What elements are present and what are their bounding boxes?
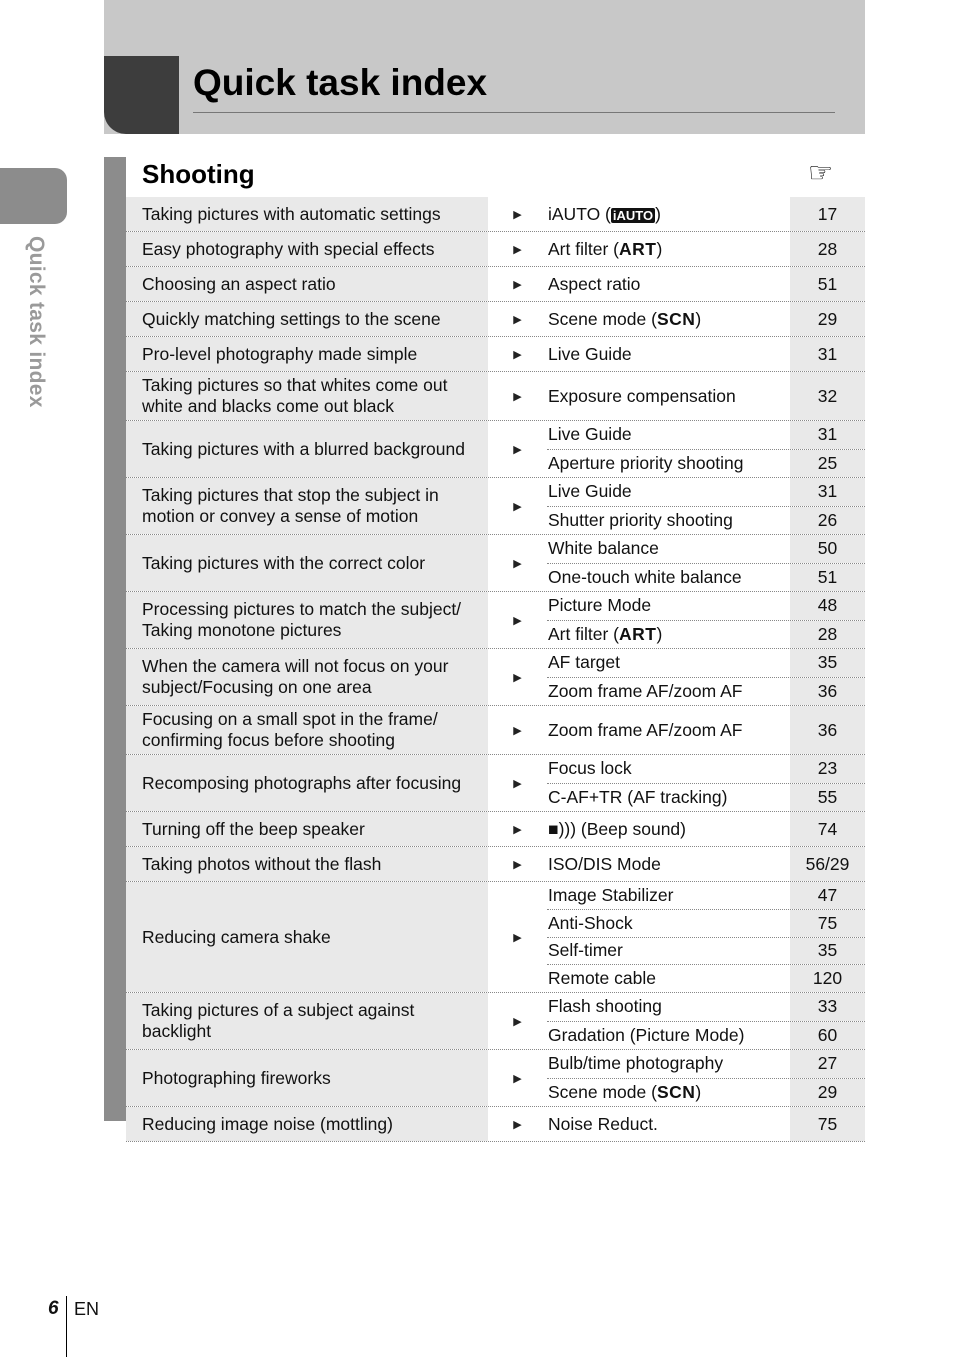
reference-entry [547,1050,865,1078]
feature-name [547,481,790,502]
reference-entry [547,812,865,846]
task-description: Pro-level photography made simple [126,337,488,371]
table-row [126,267,865,302]
reference-entry [547,267,865,301]
feature-name [547,940,790,961]
mode-symbol: SCN [656,1081,696,1102]
reference-entry [547,964,865,992]
task-description: Quickly matching settings to the scene [126,302,488,336]
page-reference: 56/29 [790,847,865,881]
page-reference: 29 [790,302,865,336]
reference-entry [547,847,865,881]
table-row [126,197,865,232]
reference-entry [547,592,865,620]
header-dark-tab [104,56,179,134]
reference-entry [547,1078,865,1107]
arrow-icon: ▶ [513,777,522,790]
feature-name [547,1082,790,1103]
arrow-icon: ▶ [513,858,522,871]
table-row [126,649,865,706]
feature-name [547,204,790,225]
feature-name [547,681,790,702]
page-reference: 32 [790,372,865,420]
reference-entries [547,592,865,648]
reference-entries [547,812,865,846]
page-reference: 75 [790,910,865,937]
feature-name [547,885,790,906]
language-label: EN [74,1299,100,1319]
feature-name-text: Scene mode ( [548,308,657,329]
page-reference: 27 [790,1050,865,1078]
page-reference: 31 [790,337,865,371]
reference-entries [547,421,865,477]
reference-entry [547,677,865,706]
feature-name [547,758,790,779]
feature-name-text: Scene mode ( [548,1081,657,1102]
side-index-tab [0,168,67,224]
arrow-icon: ▶ [513,208,522,221]
reference-entries [547,1107,865,1141]
page-reference: 35 [790,938,865,965]
arrow-icon: ▶ [513,313,522,326]
task-description: Reducing camera shake [126,882,488,992]
page-reference: 36 [790,706,865,754]
table-row [126,302,865,337]
table-row [126,372,865,421]
page-reference: 28 [790,232,865,266]
reference-entries [547,197,865,231]
reference-entry [547,506,865,535]
reference-entry [547,1107,865,1141]
feature-name-text: AF target [548,652,620,673]
page-reference: 26 [790,507,865,535]
feature-name-text: Focus lock [548,758,632,779]
pointing-hand-reference-icon: ☞ [808,157,834,188]
reference-entry [547,1021,865,1050]
feature-name [547,996,790,1017]
feature-name-suffix: ) [695,1081,702,1102]
mode-symbol: SCN [656,308,696,329]
feature-name-text: Bulb/time photography [548,1053,724,1074]
feature-name-text: Zoom frame AF/zoom AF [548,680,743,701]
table-row [126,232,865,267]
feature-name-suffix: ) [656,238,663,259]
feature-name [547,274,790,295]
arrow-icon: ▶ [513,614,522,627]
table-row [126,993,865,1050]
feature-name-text: C-AF+TR (AF tracking) [548,786,728,807]
page-reference: 33 [790,993,865,1021]
reference-entries [547,535,865,591]
feature-name [547,787,790,808]
section-side-bar [104,157,126,1121]
reference-entry [547,937,865,965]
reference-entry [547,909,865,937]
feature-name-text: Self-timer [548,940,623,961]
task-description: Focusing on a small spot in the frame/ confirming focus before shooting [126,706,488,754]
task-description: Taking pictures that stop the subject in motion or convey a sense of motion [126,478,488,534]
page-reference: 51 [790,267,865,301]
reference-entry [547,706,865,754]
table-row [126,1050,865,1107]
page-reference: 29 [790,1079,865,1107]
page-reference: 17 [790,197,865,231]
reference-entries [547,993,865,1049]
page-reference: 28 [790,621,865,649]
feature-name [547,567,790,588]
feature-name [547,595,790,616]
reference-entry [547,478,865,506]
feature-name-text: iAUTO ( [548,203,611,224]
feature-name-text: Live Guide [548,424,632,445]
arrow-icon: ▶ [513,1072,522,1085]
page-reference: 50 [790,535,865,563]
mode-symbol: ART [618,238,657,259]
feature-name-text: Live Guide [548,481,632,502]
table-row [126,812,865,847]
arrow-icon: ▶ [513,278,522,291]
arrow-icon: ▶ [513,557,522,570]
feature-name [547,854,790,875]
feature-name-text: One-touch white balance [548,566,742,587]
feature-name-text: Exposure compensation [548,385,736,406]
feature-name-text: Flash shooting [548,996,662,1017]
task-description: Taking pictures with automatic settings [126,197,488,231]
reference-entry [547,783,865,812]
feature-name-text: Live Guide [548,343,632,364]
reference-entry [547,649,865,677]
task-description: Processing pictures to match the subject/ Taking monotone pictures [126,592,488,648]
feature-name-text: Anti-Shock [548,912,633,933]
feature-name-text: Art filter ( [548,623,619,644]
arrow-icon: ▶ [513,1118,522,1131]
arrow-icon: ▶ [513,671,522,684]
task-description: Turning off the beep speaker [126,812,488,846]
reference-entries [547,1050,865,1106]
task-description: Choosing an aspect ratio [126,267,488,301]
table-row [126,706,865,755]
reference-entry [547,337,865,371]
feature-name-text: Aspect ratio [548,273,641,294]
page-reference: 23 [790,755,865,783]
reference-entries [547,232,865,266]
feature-name [547,344,790,365]
page-reference: 74 [790,812,865,846]
iauto-mode-icon: iAUTO [612,207,654,223]
reference-entry [547,882,865,909]
feature-name-text: Remote cable [548,968,656,989]
reference-entry [547,755,865,783]
reference-entries [547,755,865,811]
table-row [126,478,865,535]
page-reference: 120 [790,965,865,992]
feature-name [547,510,790,531]
reference-entry [547,620,865,649]
feature-name-text: Gradation (Picture Mode) [548,1024,745,1045]
task-description: Taking pictures with a blurred background [126,421,488,477]
table-row [126,337,865,372]
reference-entry [547,372,865,420]
page-reference: 31 [790,478,865,506]
page-title: Quick task index [193,62,488,103]
arrow-icon: ▶ [513,348,522,361]
page-reference: 55 [790,784,865,812]
reference-entry [547,535,865,563]
table-row [126,535,865,592]
page-reference: 60 [790,1022,865,1050]
page-reference: 35 [790,649,865,677]
feature-name [547,386,790,407]
feature-name [547,968,790,989]
page-reference: 51 [790,564,865,592]
feature-name [547,309,790,330]
feature-name-suffix: ) [695,308,702,329]
task-description: Reducing image noise (mottling) [126,1107,488,1141]
table-row [126,592,865,649]
feature-name-suffix: ) [655,203,661,224]
feature-name-text: Art filter ( [548,238,619,259]
feature-name-text: Noise Reduct. [548,1113,658,1134]
feature-name-text: Picture Mode [548,595,652,616]
reference-entry [547,993,865,1021]
arrow-icon: ▶ [513,724,522,737]
reference-entries [547,706,865,754]
section-title: Shooting [142,159,255,189]
arrow-icon: ▶ [513,443,522,456]
reference-entry [547,302,865,336]
page-reference: 48 [790,592,865,620]
page-reference: 31 [790,421,865,449]
reference-entries [547,267,865,301]
feature-name-text: Aperture priority shooting [548,452,744,473]
arrow-icon: ▶ [513,823,522,836]
reference-entry [547,563,865,592]
page-number: 6 [48,1298,59,1319]
reference-entry [547,197,865,231]
quick-task-table [126,197,865,1142]
feature-name-text: Zoom frame AF/zoom AF [548,719,743,740]
reference-entries [547,847,865,881]
feature-name-suffix: ) [656,623,663,644]
task-description: Recomposing photographs after focusing [126,755,488,811]
footer-divider [66,1296,67,1357]
reference-entries [547,337,865,371]
table-row [126,882,865,993]
task-description: Taking pictures of a subject against backlight [126,993,488,1049]
page-reference: 47 [790,882,865,909]
feature-name [547,624,790,645]
page-reference: 25 [790,450,865,478]
reference-entries [547,882,865,992]
arrow-icon: ▶ [513,390,522,403]
reference-entries [547,478,865,534]
feature-name [547,1114,790,1135]
side-tab-label: Quick task index [25,236,48,408]
task-description: Taking pictures with the correct color [126,535,488,591]
task-description: Easy photography with special effects [126,232,488,266]
feature-name-text: Shutter priority shooting [548,509,733,530]
mode-symbol: ART [618,623,657,644]
reference-entries [547,649,865,705]
page-reference: 75 [790,1107,865,1141]
feature-name [547,1053,790,1074]
feature-name [547,913,790,934]
reference-entries [547,302,865,336]
table-row [126,421,865,478]
feature-name-suffix: (Beep sound) [576,818,686,839]
feature-name-text: White balance [548,538,659,559]
feature-name-text: ISO/DIS Mode [548,853,661,874]
reference-entries [547,372,865,420]
task-description: Taking photos without the flash [126,847,488,881]
feature-name [547,424,790,445]
feature-name [547,239,790,260]
feature-name [547,720,790,741]
reference-entry [547,421,865,449]
arrow-icon: ▶ [513,931,522,944]
feature-name-text: ■))) [548,818,577,839]
task-description: Photographing fireworks [126,1050,488,1106]
table-row [126,1107,865,1142]
task-description: When the camera will not focus on your subject/Focusing on one area [126,649,488,705]
feature-name [547,652,790,673]
reference-entry [547,449,865,478]
table-row [126,847,865,882]
feature-name [547,819,790,840]
reference-entry [547,232,865,266]
arrow-icon: ▶ [513,1015,522,1028]
feature-name [547,1025,790,1046]
feature-name-text: Image Stabilizer [548,884,674,905]
feature-name [547,453,790,474]
page-reference: 36 [790,678,865,706]
arrow-icon: ▶ [513,500,522,513]
task-description: Taking pictures so that whites come out white and blacks come out black [126,372,488,420]
table-row [126,755,865,812]
title-underline [193,112,835,113]
arrow-icon: ▶ [513,243,522,256]
feature-name [547,538,790,559]
